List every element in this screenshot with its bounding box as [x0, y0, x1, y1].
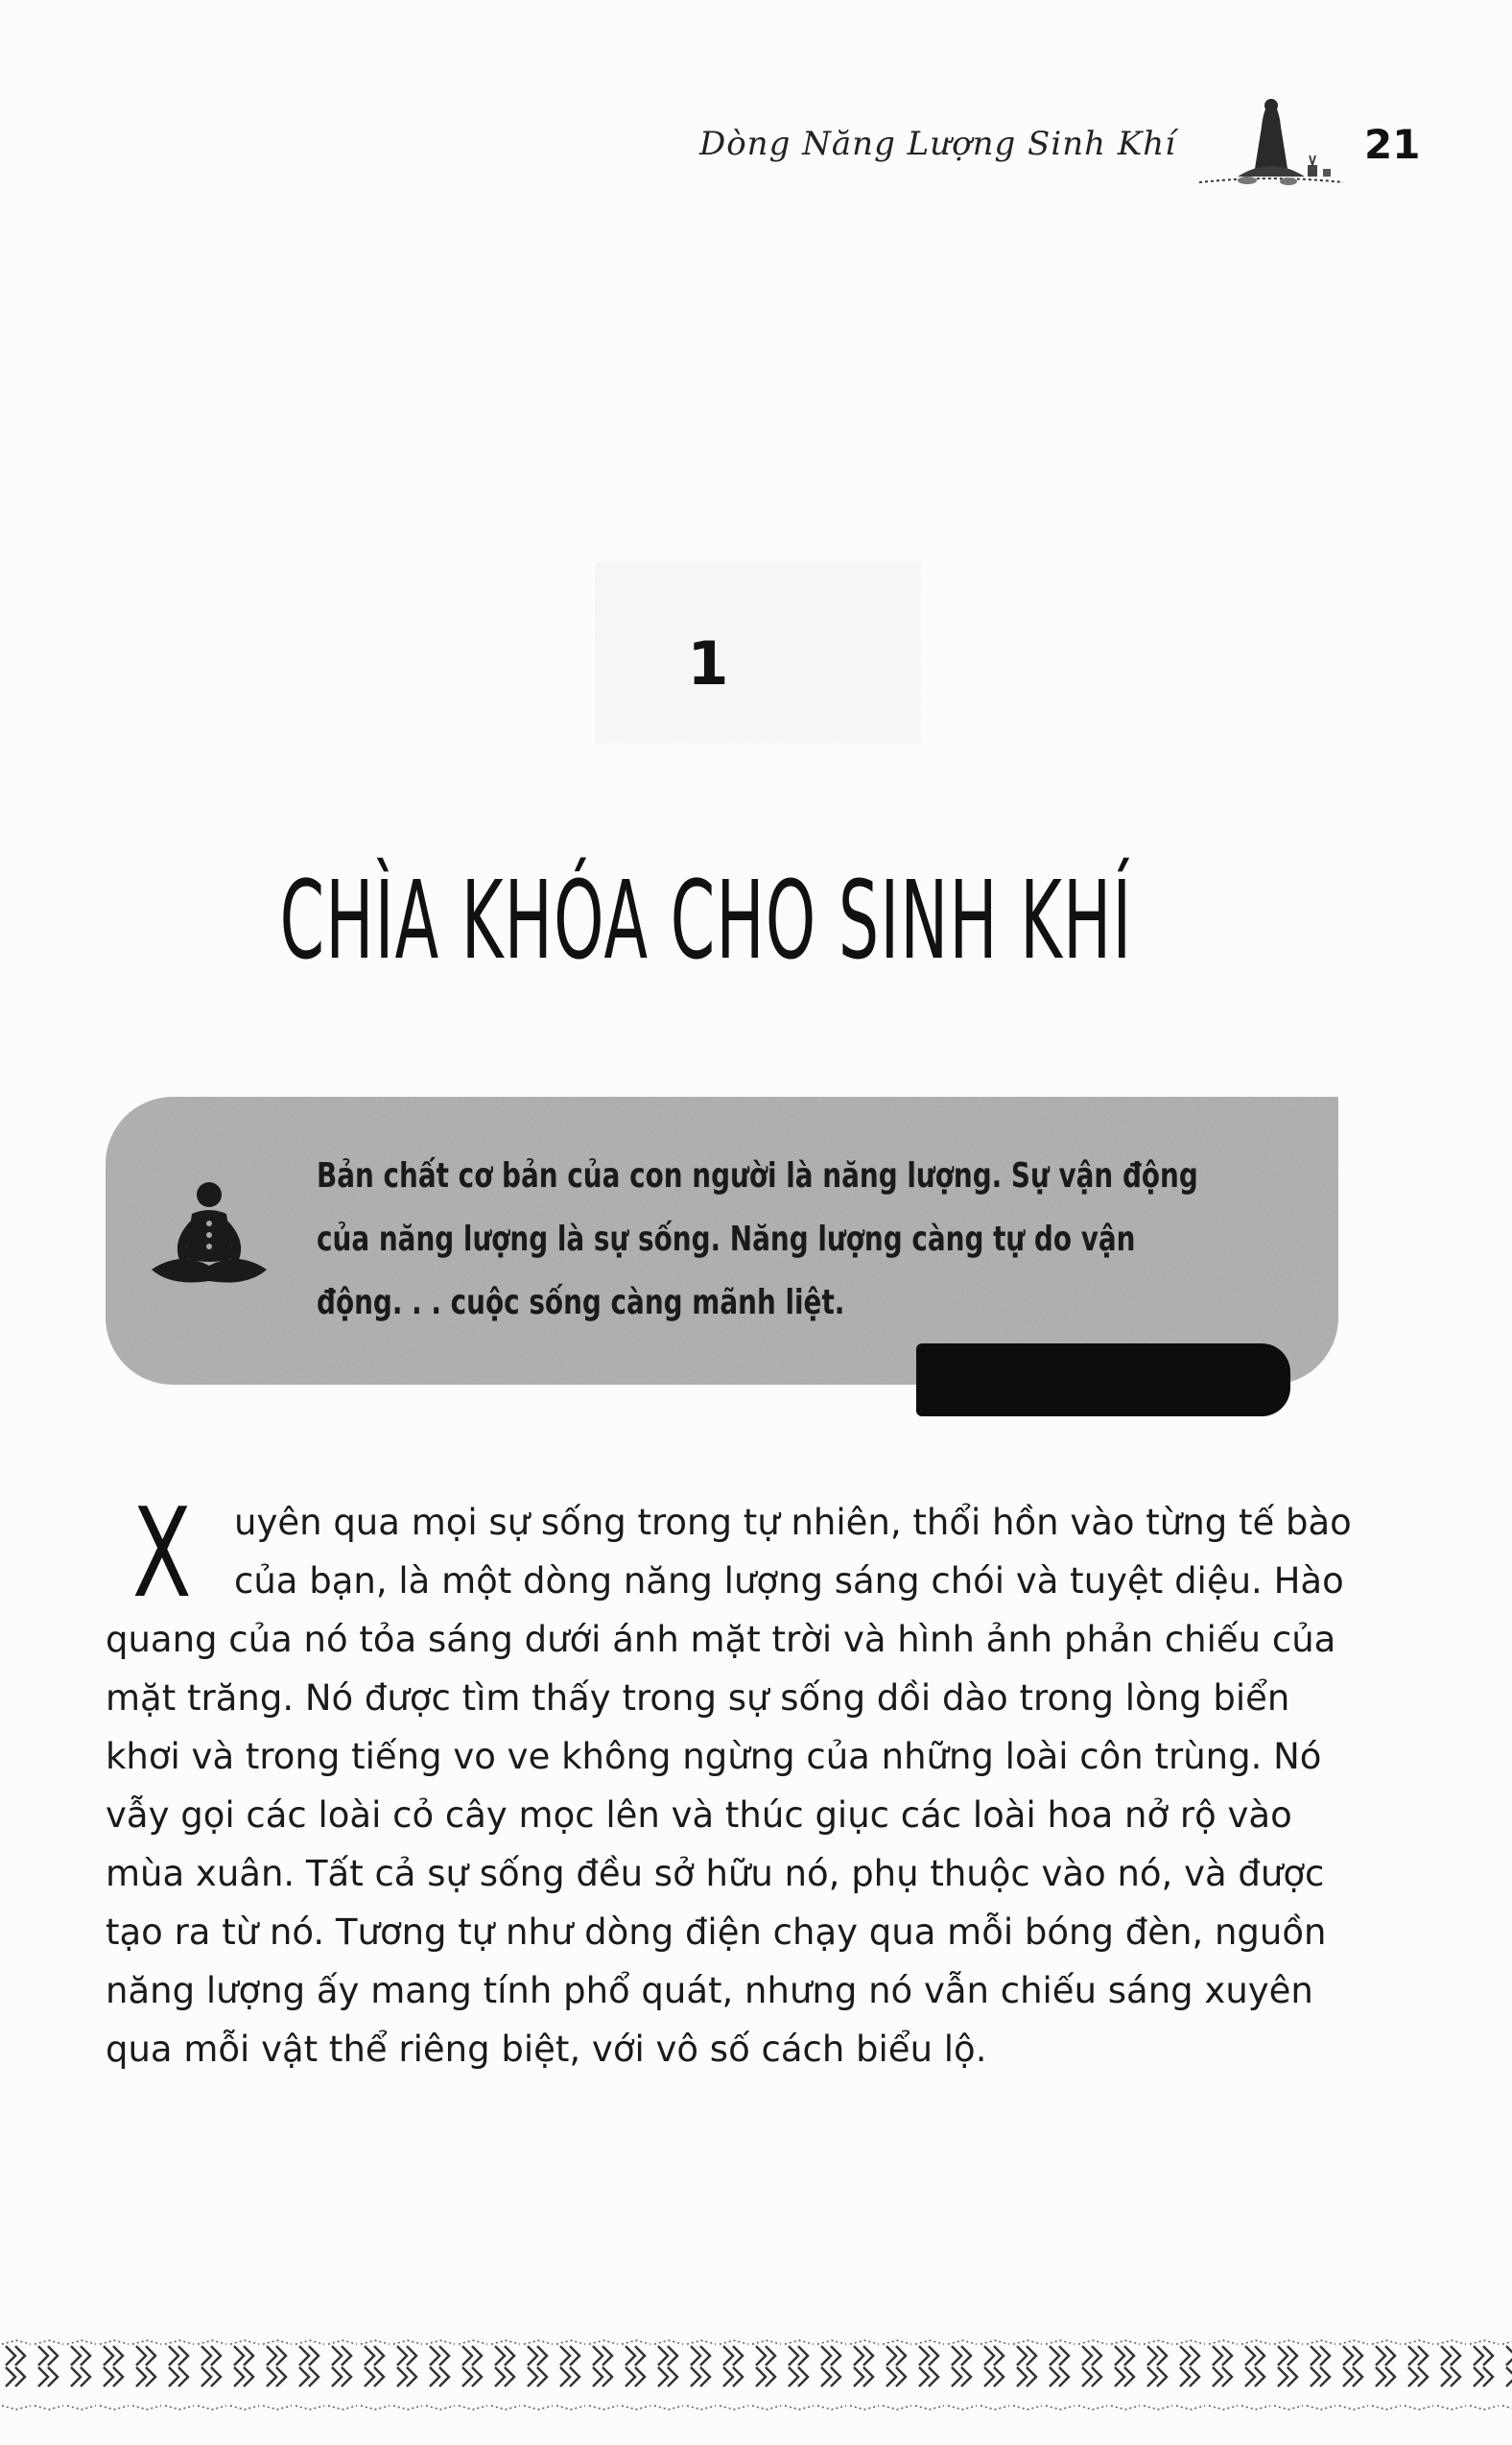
body-line: uyên qua mọi sự sống trong tự nhiên, thổi hồn vào từng tế bào [234, 1502, 1352, 1543]
body-line: năng lượng ấy mang tính phổ quát, nhưng nó vẫn chiếu sáng xuyên [106, 1970, 1313, 2011]
body-paragraph [106, 1610, 1338, 2078]
running-header-title: Dòng Năng Lượng Sinh Khí [698, 125, 1176, 163]
quote-text [317, 1145, 1199, 1335]
chapter-title: CHÌA KHÓA CHO SINH KHÍ [279, 859, 1133, 984]
chapter-number: 1 [687, 629, 729, 699]
drop-cap: X [132, 1483, 192, 1626]
meditating-person-icon [142, 1174, 276, 1298]
quote-line: Bản chất cơ bản của con người là năng lượng. Sự vận động [317, 1156, 1198, 1196]
body-paragraph-opening [234, 1493, 1352, 1610]
quote-line: động. . . cuộc sống càng mãnh liệt. [317, 1283, 845, 1322]
body-line: quang của nó tỏa sáng dưới ánh mặt trời và hình ảnh phản chiếu của [106, 1619, 1336, 1660]
quote-line: của năng lượng là sự sống. Năng lượng càng tự do vận [317, 1220, 1136, 1259]
redaction-bar [916, 1343, 1290, 1416]
body-line: qua mỗi vật thể riêng biệt, với vô số cách biểu lộ. [106, 2029, 987, 2070]
footer-ornamental-border [0, 2337, 1512, 2413]
body-line: của bạn, là một dòng năng lượng sáng chói và tuyệt diệu. Hào [234, 1560, 1344, 1602]
quote-box [106, 1097, 1338, 1385]
body-line: tạo ra từ nó. Tương tự như dòng điện chạy qua mỗi bóng đèn, nguồn [106, 1911, 1327, 1953]
meditating-figure-emblem-icon [1194, 88, 1348, 194]
body-line: mùa xuân. Tất cả sự sống đều sở hữu nó, phụ thuộc vào nó, và được [106, 1853, 1325, 1894]
body-line: khơi và trong tiếng vo ve không ngừng của những loài côn trùng. Nó [106, 1736, 1322, 1777]
body-line: vẫy gọi các loài cỏ cây mọc lên và thúc giục các loài hoa nở rộ vào [106, 1794, 1292, 1836]
body-line: mặt trăng. Nó được tìm thấy trong sự sống dồi dào trong lòng biển [106, 1677, 1290, 1719]
page-number: 21 [1364, 121, 1421, 168]
